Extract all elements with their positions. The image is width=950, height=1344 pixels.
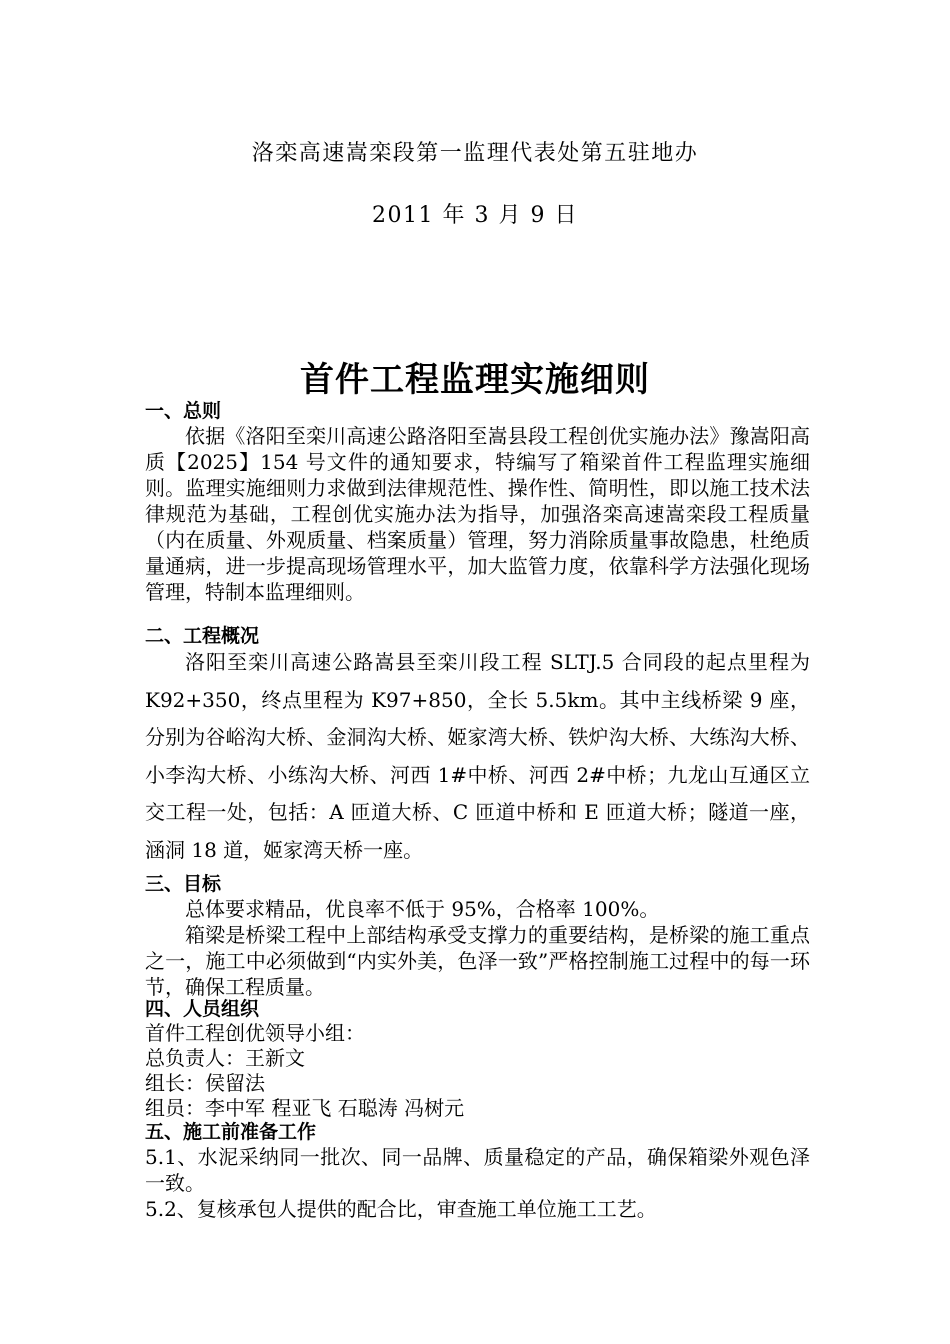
- section-heading-overview: 二、工程概况: [145, 625, 260, 647]
- document-title: 首件工程监理实施细则: [300, 360, 650, 400]
- section-overview: [145, 624, 810, 869]
- goals-paragraph-2: 箱梁是桥梁工程中上部结构承受支撑力的重要结构，是桥梁的施工重点之一，施工中必须做到“内实外美，色泽一致”严格控制施工过程中的每一环节，确保工程质量。: [145, 923, 810, 999]
- section-heading-personnel: 四、人员组织: [145, 998, 260, 1020]
- section-heading-general: 一、总则: [145, 400, 222, 422]
- date-line: 2011 年 3 月 9 日: [372, 203, 578, 228]
- section-heading-goals: 三、目标: [145, 873, 222, 895]
- personnel-team-lead: 组长：侯留法: [145, 1071, 265, 1095]
- preparation-item-1: 5.1、水泥采纳同一批次、同一品牌、质量稳定的产品，确保箱梁外观色泽一致。: [145, 1145, 810, 1195]
- organization-line: 洛栾高速嵩栾段第一监理代表处第五驻地办: [251, 141, 699, 166]
- goals-paragraph-1: 总体要求精品，优良率不低于 95%，合格率 100%。: [185, 897, 660, 921]
- preparation-item-2: 5.2、复核承包人提供的配合比，审查施工单位施工工艺。: [145, 1197, 657, 1221]
- personnel-leader: 总负责人：王新文: [145, 1046, 305, 1070]
- section-general: [145, 399, 810, 605]
- personnel-group: 首件工程创优领导小组：: [145, 1021, 365, 1045]
- general-paragraph: 依据《洛阳至栾川高速公路洛阳至嵩县段工程创优实施办法》豫嵩阳高质【2025】154 号文件的通知要求，特编写了箱梁首件工程监理实施细则。监理实施细则力求做到法律规范性、操作性、简明性，即以施工技术法律规范为基础，工程创优实施办法为指导，加强洛栾高速嵩栾段工程质量（内在质量、外观质量、档案质量）管理，努力消除质量事故隐患，杜绝质量通病，进一步提高现场管理水平，加大监管力度，依靠科学方法强化现场管理，特制本监理细则。: [145, 424, 810, 604]
- section-preparation: [145, 1120, 810, 1222]
- section-goals: [145, 872, 810, 1000]
- personnel-members: 组员：李中军 程亚飞 石聪涛 冯树元: [145, 1096, 465, 1120]
- section-heading-preparation: 五、施工前准备工作: [145, 1121, 317, 1143]
- section-personnel: [145, 997, 810, 1121]
- overview-paragraph: 洛阳至栾川高速公路嵩县至栾川段工程 SLTJ.5 合同段的起点里程为 K92+350，终点里程为 K97+850，全长 5.5km。其中主线桥梁 9 座，分别为谷峪沟大桥、金洞沟大桥、姬家湾大桥、铁炉沟大桥、大练沟大桥、小李沟大桥、小练沟大桥、河西 1#中桥、河西 2#中桥；九龙山互通区立交工程一处，包括：A 匝道大桥、C 匝道中桥和 E 匝道大桥；隧道一座，涵洞 18 道，姬家湾天桥一座。: [145, 650, 810, 862]
